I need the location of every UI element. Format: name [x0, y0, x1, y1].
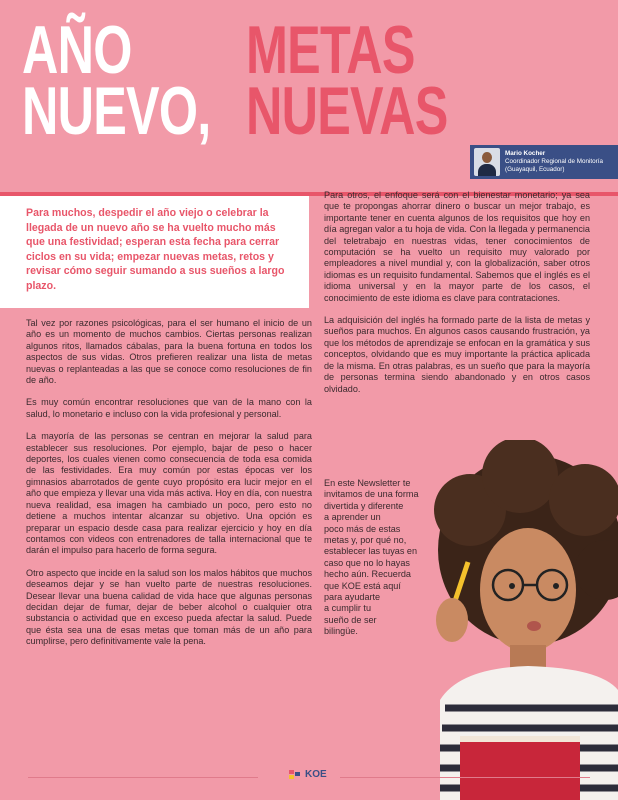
left-paragraph: Tal vez por razones psicológicas, para el ser humano el inicio de un año es un momento de muchos cambios. Ciertas personas realizan algunos ritos, llamados cábalas, para la buena fortuna en todos los aspectos de sus vidas. Otros prefieren realizar una lista de metas nuevas o replanteadas a las que se conoce como resoluciones de fin de año.: [26, 318, 312, 386]
woman-illustration: [400, 440, 618, 800]
author-name: Mario Kocher: [505, 150, 546, 158]
headline-left-line2: NUEVO,: [22, 73, 211, 150]
author-badge: [470, 145, 618, 179]
author-location: (Guayaquil, Ecuador): [505, 165, 565, 173]
closing-line: que KOE está aquí: [324, 580, 401, 591]
footer-line-right: [340, 777, 590, 778]
intro-box: [0, 196, 309, 308]
intro-text: Para muchos, despedir el año viejo o celebrar la llegada de un nuevo año se ha vuelto mucho más que una festividad; esperan esta fecha para cerrar ciclos en su vida; empezar nuevas metas, retos y revisar cómo seguir sumando a sus sueños a largo plazo.: [26, 207, 285, 292]
closing-line: invitamos de una forma: [324, 489, 419, 500]
headline-left-line1: AÑO: [22, 12, 132, 88]
left-paragraph: Es muy común encontrar resoluciones que van de la mano con la salud, lo monetario e incluso con la vida profesional y personal.: [26, 397, 312, 419]
closing-line: establecer las tuyas en: [324, 546, 418, 557]
closing-line: poco más de estas: [324, 523, 401, 534]
author-info: [505, 150, 603, 174]
headline-right-line2: NUEVAS: [246, 73, 448, 150]
left-column: [26, 318, 312, 659]
author-photo: [474, 148, 500, 176]
right-paragraph: Para otros, el enfoque será con el bienestar monetario; ya sea que te propongas ahorrar dinero o buscar un mejor trabajo, es importante tener en cuenta algunos de los requisitos que hoy en día agregan valor a tu hoja de vida. Con la llegada y permanencia del teletrabajo en nuestras vidas, tener conocimientos de computación se ha vuelto un requisito muy valorado por empleadores a nivel mundial y, con la globalización, saber otros idiomas es un requisito fundamental. Sabemos que el inglés es el idioma universal y en la mayor parte de los casos, el conocimiento de este idioma es clave para contrataciones.: [324, 190, 590, 303]
closing-line: metas y, por qué no,: [324, 535, 407, 546]
left-paragraph: Otro aspecto que incide en la salud son los malos hábitos que muchos deseamos dejar y se han vuelto parte de nuestras resoluciones. Desear llevar una buena calidad de vida hace que algunas personas decidan dejar de fumar, dejar de beber alcohol o cualquier otra substancia o actividad que en exceso pueda afectar la salud. Puede que ésta sea una de esas metas que toman más de un año para cumplirse, pero definitivamente vale la pena.: [26, 567, 312, 647]
headline-left: [22, 12, 211, 150]
closing-line: hecho aún. Recuerda: [324, 569, 411, 580]
author-role: Coordinador Regional de Monitoría: [505, 158, 604, 166]
closing-block: [324, 478, 419, 638]
koe-logo-text: KOE: [305, 769, 327, 780]
closing-line: a cumplir tu: [324, 603, 372, 614]
closing-line: caso que no lo hayas: [324, 557, 410, 568]
closing-line: bilingüe.: [324, 626, 358, 637]
closing-line: En este Newsletter te: [324, 478, 411, 488]
left-paragraph: La mayoría de las personas se centran en mejorar la salud para establecer sus resoluciones. Por ejemplo, bajar de peso o hacer deportes, los cuales vienen como consecuencia de toda esa comida de las festividades. Era muy común por estas épocas ver los gimnasios abarrotados de gente cuyo propósito era lucir mejor en el año que empieza y llevar una vida más activa. Hoy en día, con nuestra nueva realidad, esa imagen ha cambiado un poco, pero esto no detiene a muchos intentar alcanzar su objetivo. Una opción es preparar un espacio desde casa para realizar ejercicio y hoy en día contamos con videos con entrenadores de talla internacional que te darán el impulso para hacerlo de forma segura.: [26, 431, 312, 556]
koe-logo-icon: [288, 768, 302, 782]
closing-line: a aprender un: [324, 512, 381, 523]
closing-line: para ayudarte: [324, 592, 381, 603]
right-column: [324, 190, 590, 406]
koe-logo: [288, 768, 327, 782]
right-paragraph: La adquisición del inglés ha formado parte de la lista de metas y sueños para muchos. En algunos casos causando frustración, ya que los métodos de aprendizaje se enfocan en la gramática y sus conceptos, olvidando que es muy importante la práctica aplicada de la misma. En otras palabras, es un sueño que para la mayoría de personas termina siendo abandonado y en otros casos olvidado.: [324, 315, 590, 394]
closing-line: divertida y diferente: [324, 500, 404, 511]
footer-line-left: [28, 777, 258, 778]
closing-line: sueño de ser: [324, 614, 377, 625]
headline-right-line1: METAS: [246, 12, 415, 88]
headline-right: [246, 12, 448, 150]
